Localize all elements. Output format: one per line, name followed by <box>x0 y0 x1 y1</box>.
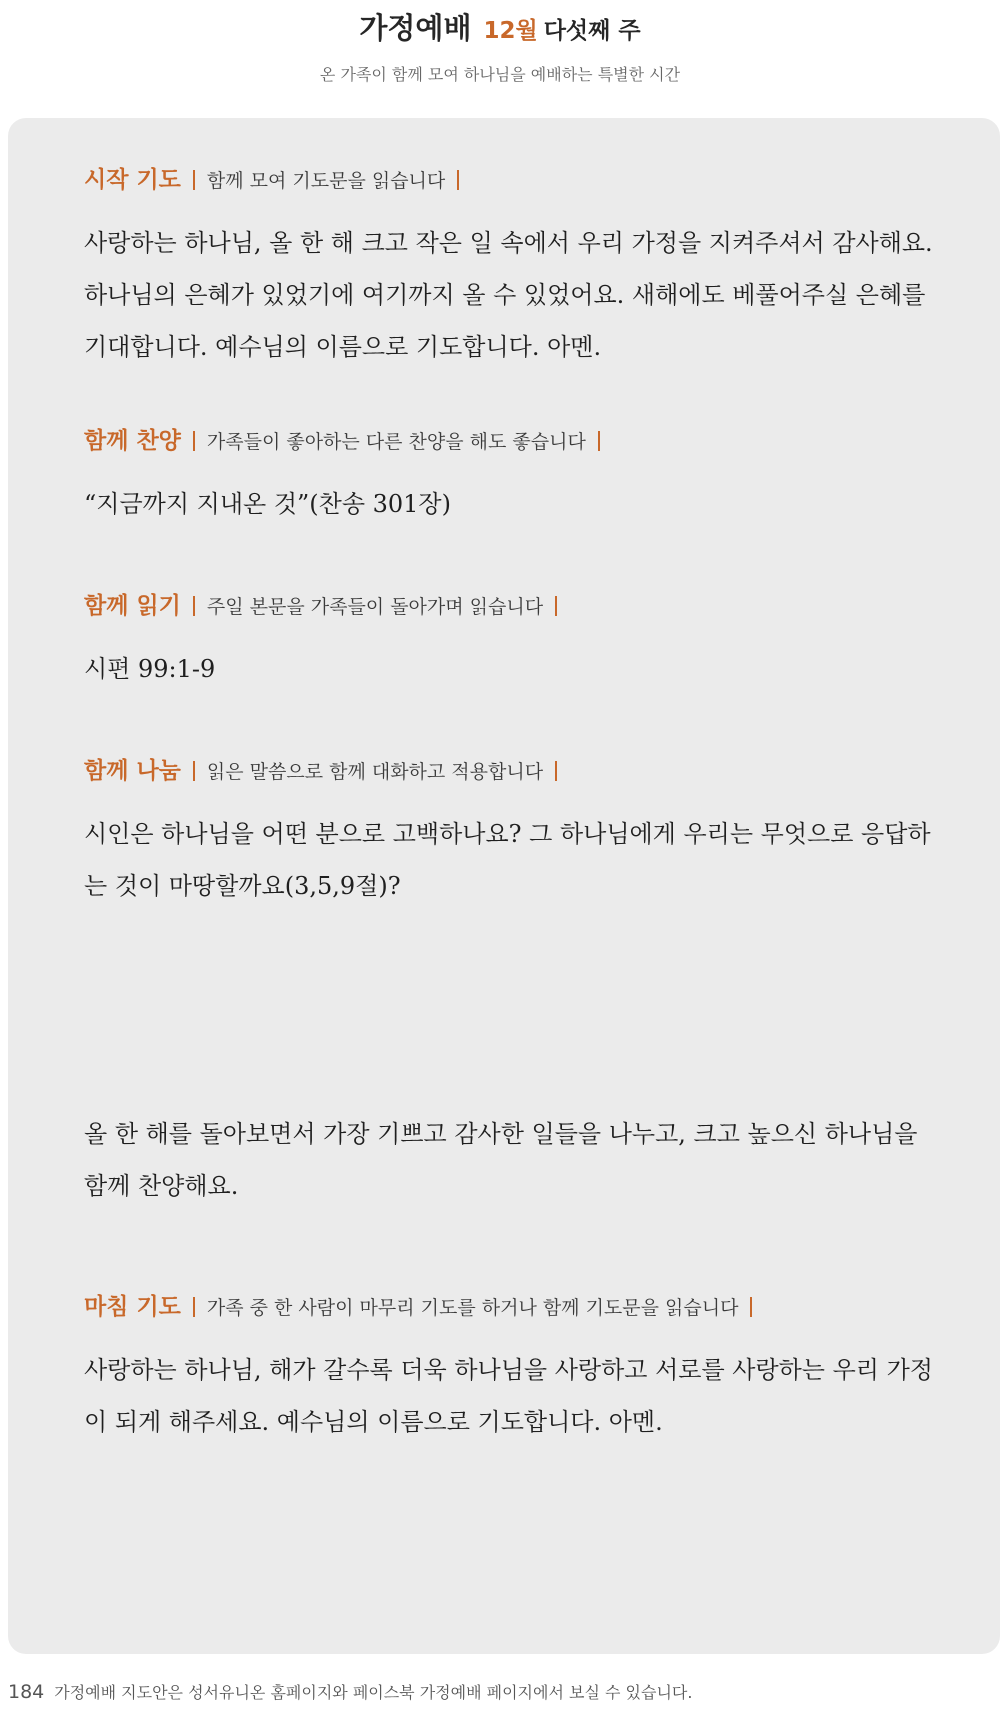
section-note: 가족들이 좋아하는 다른 찬양을 해도 좋습니다 <box>206 431 586 453</box>
title-week: 다섯째 주 <box>543 18 641 44</box>
divider-bar <box>193 431 195 451</box>
section-sharing <box>84 754 944 912</box>
divider-bar <box>193 170 195 190</box>
page-title <box>0 6 1000 47</box>
divider-bar <box>193 1297 195 1317</box>
footer-note: 가정예배 지도안은 성서유니온 홈페이지와 페이스북 가정예배 페이지에서 보실 수 있습니다. <box>54 1683 693 1702</box>
prayer-text: 사랑하는 하나님, 해가 갈수록 더욱 하나님을 사랑하고 서로를 사랑하는 우리 가정이 되게 해주세요. 예수님의 이름으로 기도합니다. 아멘. <box>84 1356 933 1436</box>
title-month: 12월 <box>483 18 538 44</box>
divider-bar <box>555 596 557 616</box>
section-title: 함께 나눔 <box>84 758 181 784</box>
section-header <box>84 424 944 458</box>
section-note: 가족 중 한 사람이 마무리 기도를 하거나 함께 기도문을 읽습니다 <box>206 1297 739 1319</box>
section-note: 함께 모여 기도문을 읽습니다 <box>206 170 446 192</box>
section-title: 마침 기도 <box>84 1294 181 1320</box>
section-opening-prayer <box>84 163 944 373</box>
section-reading <box>84 589 944 695</box>
section-header <box>84 1290 944 1324</box>
section-note: 주일 본문을 가족들이 돌아가며 읽습니다 <box>206 596 544 618</box>
title-main: 가정예배 <box>359 11 472 45</box>
section-title: 함께 찬양 <box>84 428 181 454</box>
divider-bar <box>750 1297 752 1317</box>
section-praise <box>84 424 944 530</box>
divider-bar <box>555 761 557 781</box>
sharing-extra-text: 올 한 해를 돌아보면서 가장 기쁘고 감사한 일들을 나누고, 크고 높으신 하나님을 함께 찬양해요. <box>84 1120 918 1200</box>
section-title: 시작 기도 <box>84 167 181 193</box>
divider-bar <box>193 761 195 781</box>
hymn-text: “지금까지 지내온 것”(찬송 301장) <box>84 490 451 518</box>
divider-bar <box>457 170 459 190</box>
section-header <box>84 754 944 788</box>
section-note: 읽은 말씀으로 함께 대화하고 적용합니다 <box>206 761 544 783</box>
section-closing-prayer <box>84 1290 944 1448</box>
section-header <box>84 163 944 197</box>
section-header <box>84 589 944 623</box>
prayer-text: 사랑하는 하나님, 올 한 해 크고 작은 일 속에서 우리 가정을 지켜주셔서 감사해요. 하나님의 은혜가 있었기에 여기까지 올 수 있었어요. 새해에도 베풀어주실 은혜를 기대합니다. 예수님의 이름으로 기도합니다. 아멘. <box>84 229 933 361</box>
page-footer <box>8 1680 692 1703</box>
page-subtitle: 온 가족이 함께 모여 하나님을 예배하는 특별한 시간 <box>319 65 681 84</box>
discussion-question: 시인은 하나님을 어떤 분으로 고백하나요? 그 하나님에게 우리는 무엇으로 응답하는 것이 마땅할까요(3,5,9절)? <box>84 820 931 900</box>
section-title: 함께 읽기 <box>84 593 181 619</box>
scripture-reference: 시편 99:1-9 <box>84 655 216 683</box>
divider-bar <box>598 431 600 451</box>
page-number: 184 <box>8 1681 45 1703</box>
divider-bar <box>193 596 195 616</box>
